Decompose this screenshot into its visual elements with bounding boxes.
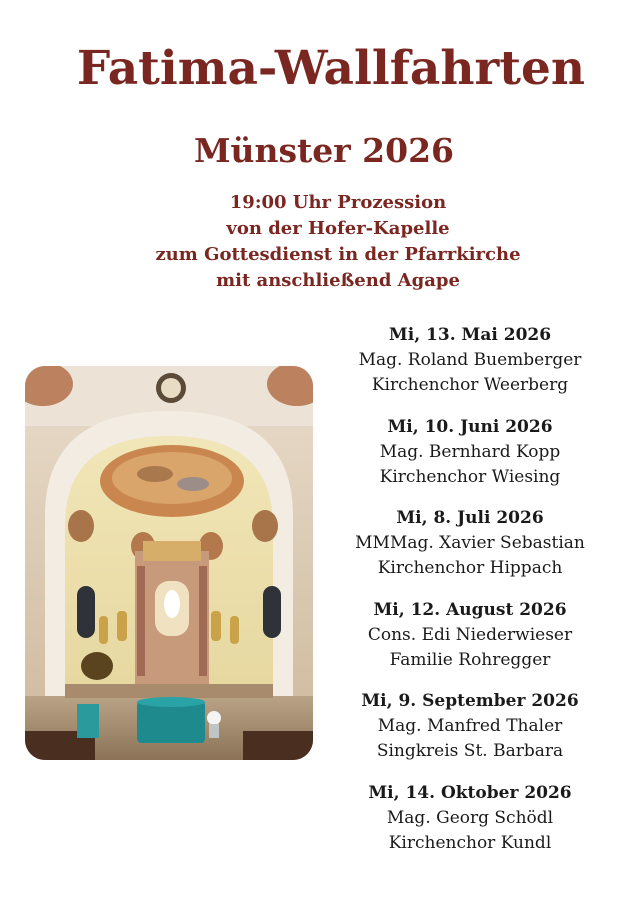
event-priest: Mag. Bernhard Kopp (379, 441, 561, 462)
event-date: Mi, 12. August 2026 (373, 599, 567, 620)
event-list (330, 322, 610, 871)
event-item (330, 597, 610, 689)
procession-info (0, 190, 640, 294)
event-music: Kirchenchor Weerberg (371, 375, 569, 395)
event-music: Singkreis St. Barbara (376, 741, 564, 761)
procession-info-line: zum Gottesdienst in der Pfarrkirche (155, 244, 521, 265)
event-music: Familie Rohregger (389, 649, 551, 670)
event-music: Kirchenchor Wiesing (379, 466, 561, 487)
event-priest: Mag. Roland Buemberger (358, 350, 582, 370)
event-item (330, 688, 610, 780)
event-item (330, 505, 610, 597)
procession-info-line: von der Hofer-Kapelle (226, 218, 450, 239)
event-item (330, 414, 610, 506)
event-music: Kirchenchor Hippach (377, 558, 563, 578)
event-music: Kirchenchor Kundl (388, 832, 552, 853)
event-date: Mi, 8. Juli 2026 (396, 508, 544, 528)
event-priest: Mag. Georg Schödl (386, 807, 554, 828)
event-priest: MMMag. Xavier Sebastian (355, 533, 585, 553)
event-priest: Cons. Edi Niederwieser (367, 624, 573, 645)
event-date: Mi, 10. Juni 2026 (387, 416, 553, 437)
church-interior-photo (25, 366, 313, 760)
event-date: Mi, 13. Mai 2026 (388, 325, 552, 345)
event-item (330, 780, 610, 872)
event-item (330, 322, 610, 414)
poster-subtitle: Münster 2026 (193, 131, 455, 170)
procession-info-line: 19:00 Uhr Prozession (229, 192, 447, 213)
event-date: Mi, 9. September 2026 (361, 691, 579, 711)
procession-info-line: mit anschließend Agape (216, 270, 460, 291)
event-priest: Mag. Manfred Thaler (377, 716, 563, 736)
poster-title: Fatima-Wallfahrten (76, 41, 586, 96)
event-date: Mi, 14. Oktober 2026 (368, 782, 572, 803)
